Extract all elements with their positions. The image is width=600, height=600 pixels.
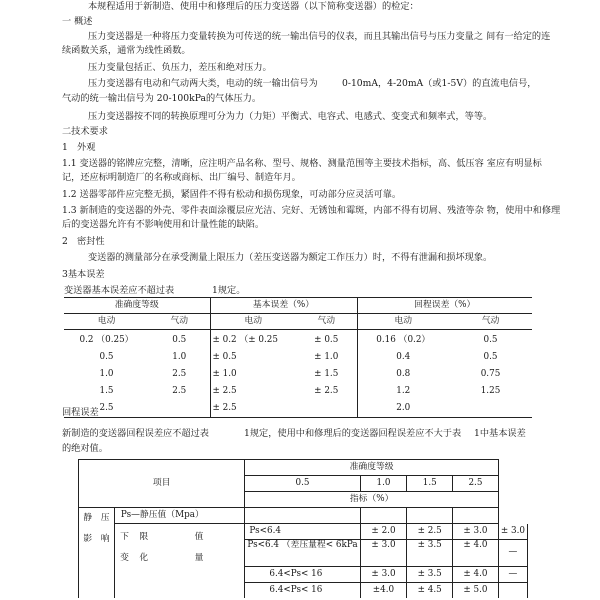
table-cell-value: 2.5 (172, 386, 187, 396)
table-cell-value: 0.75 (480, 369, 501, 379)
vertical-label-a (79, 508, 97, 598)
table-cell-value: 0.16 （0.2） (376, 335, 431, 345)
value-cell: ± 2.0 (360, 524, 407, 540)
value-cell: ± 3.0 (453, 524, 499, 540)
table-cell-value: 2.0 (396, 403, 411, 413)
table-cell-value: ± 2.5 (212, 403, 237, 413)
value-cell: ±4.0 (360, 582, 407, 598)
col-return-pneumatic (449, 330, 532, 418)
table-cell-value: ± 1.5 (314, 369, 339, 379)
vertical-label-b2 (134, 524, 154, 598)
table-cell-value: 1.25 (480, 386, 501, 396)
table-cell-value: 0.8 (396, 369, 411, 379)
section-4-title: 回程误差 (62, 407, 99, 418)
col-basic-pneumatic (296, 330, 357, 418)
grade-0-5: 0.5 (245, 476, 360, 492)
para-8: 变送器的测量部分在承受测量上限压力（差压变送器为额定工作压力）时，不得有泄漏和损坏现象。 (88, 252, 493, 263)
vert-char: 变 (120, 553, 129, 563)
static-pressure-table (78, 459, 528, 598)
table-cell-value: 0.5 (483, 335, 498, 345)
vert-char: 化 (139, 553, 149, 563)
table-cell-value: ± 2.5 (212, 386, 237, 396)
section-1-title: 一 概述 (62, 16, 93, 27)
value-cell: ± 4.0 (453, 566, 499, 582)
header-basic-error: 基本误差（%） (210, 298, 357, 314)
table-cell-value: 0.4 (396, 352, 411, 362)
vert-char: 静 (83, 513, 93, 523)
para-9-line-a2: 1规定，使用中和修理后的变送器回程误差应不大于表 (244, 428, 462, 439)
section-3-title: 3基本误差 (62, 269, 105, 280)
para-7-line-a: 1.3 新制造的变送器的外壳、零件表面涂覆层应光洁、完好、无锈蚀和霉斑，内部不得有切屑、残渣等杂 物，使用中和修理 (62, 205, 561, 216)
value-cell: ± 4.0 (453, 539, 499, 566)
subheader-electric: 电动 (357, 314, 449, 330)
table-cell-value: 2.5 (172, 369, 187, 379)
vertical-label-b (114, 524, 134, 598)
value-cell: ± 4.5 (407, 582, 453, 598)
subheader-pneumatic: 气动 (449, 314, 532, 330)
para-1-line-a: 压力变送器是一种将压力变量转换为可传送的统一输出信号的仪表，而且其输出信号与压力变量之 间有一给定的连 (88, 31, 551, 42)
table-1-caption-a: 变送器基本误差应不超过表 (64, 285, 175, 296)
basic-error-table (64, 297, 532, 418)
row-static-pressure: Ps—静压值（Mpa） (114, 508, 245, 524)
value-cell: ± 3.0 (360, 566, 407, 582)
vert-char: 值 (194, 532, 204, 542)
table-cell-value: 2.5 (99, 403, 114, 413)
grade-1-5: 1.5 (407, 476, 453, 492)
para-9-line-a3: 1中基本误差 (474, 428, 526, 439)
header-return-error: 回程误差（%） (357, 298, 532, 314)
table-cell-value: 0.2 （0.25） (79, 335, 134, 345)
subheader-pneumatic: 气动 (149, 314, 210, 330)
para-4: 压力变送器按不同的转换原理可分为力（力矩）平衡式、电容式、电感式、变变式和频率式，等等。 (88, 111, 493, 122)
section-2-title: 二技术要求 (62, 126, 108, 137)
table-cell-value: ± 1.0 (212, 369, 237, 379)
header-accuracy-grade: 准确度等级 (245, 460, 498, 476)
vert-char: 下 (120, 532, 129, 542)
cond-row-4: 6.4<Ps< 16 (245, 582, 360, 598)
value-cell: ± 3.0 (360, 539, 407, 566)
table-cell-value: 1.0 (172, 352, 187, 362)
table-cell-value: ± 0.2 （± 0.25 (212, 335, 279, 345)
vert-char: 压 (100, 513, 110, 523)
para-7-line-b: 后的变送器允许有不影响使用和计量性能的缺陷。 (62, 219, 265, 230)
vertical-label-b3 (154, 524, 245, 598)
value-cell: — (498, 566, 527, 582)
value-cell: ± 2.5 (407, 524, 453, 540)
grade-1-0: 1.0 (360, 476, 407, 492)
col-basic-electric (210, 330, 296, 418)
subsection-sealing: 2 密封性 (62, 236, 105, 247)
grade-2-5: 2.5 (453, 476, 499, 492)
cond-row-3: 6.4<Ps< 16 (245, 566, 360, 582)
para-9-line-b: 的绝对值。 (62, 443, 108, 454)
para-3-line-a: 压力变送器有电动和气动两大类，电动的统一输出信号为 (88, 78, 318, 89)
vert-char: 限 (139, 532, 149, 542)
table-cell-value: 1.0 (99, 369, 114, 379)
subsection-appearance: 1 外观 (62, 142, 96, 153)
para-2: 压力变量包括正、负压力，差压和绝对压力。 (88, 62, 272, 73)
vert-char: 响 (100, 534, 110, 544)
subheader-electric: 电动 (64, 314, 149, 330)
table-cell-value: ± 0.5 (314, 335, 339, 345)
header-index-percent: 指标（%） (245, 492, 498, 508)
value-cell: ± 3.5 (407, 539, 453, 566)
intro-text: 本规程适用于新制造、使用中和修理后的压力变送器（以下简称变送器）的检定： (88, 1, 419, 12)
subheader-electric: 电动 (210, 314, 296, 330)
cond-row-2: Ps<6.4 （差压量程< 6kPa (245, 539, 360, 566)
col-accuracy-pneumatic (149, 330, 210, 418)
table-cell-value: 0.5 (172, 335, 187, 345)
col-accuracy-electric (64, 330, 149, 418)
cond-row-1: Ps<6.4 (245, 524, 360, 540)
para-1-line-b: 续函数关系，通常为线性函数。 (62, 45, 191, 56)
table-cell-value: ± 1.0 (314, 352, 339, 362)
para-5-line-a: 1.1 变送器的铭牌应完整，清晰，应注明产品名称、型号、规格、测量范围等主要技术指标，高、低压容 室应有明显标 (62, 158, 542, 169)
vertical-label-a2 (96, 508, 114, 598)
value-cell: — (498, 539, 527, 566)
vert-char: 量 (194, 553, 204, 563)
value-cell: ± 5.0 (453, 582, 499, 598)
para-3-line-a2: 0-10mA，4-20mA（或1-5V）的直流电信号， (342, 78, 537, 89)
header-item: 项目 (79, 460, 245, 508)
table-cell-value: ± 2.5 (314, 386, 339, 396)
col-return-electric (357, 330, 449, 418)
table-cell-value: 0.5 (99, 352, 114, 362)
para-5-line-b: 记，还应标明制造厂的名称或商标、出厂编号、制造年月。 (62, 172, 301, 183)
table-cell-value: 0.5 (483, 352, 498, 362)
table-1-caption-b: 1规定。 (212, 285, 246, 296)
table-cell-value: 1.2 (396, 386, 411, 396)
para-9-line-a: 新制造的变送器回程误差应不超过表 (62, 428, 209, 439)
subheader-pneumatic: 气动 (296, 314, 357, 330)
value-cell (498, 582, 527, 598)
table-cell-value: ± 0.5 (212, 352, 237, 362)
para-3-line-b: 气动的统一输出信号为 20-100kPa的气体压力。 (62, 93, 262, 104)
table-cell-value: 1.5 (99, 386, 114, 396)
value-cell: ± 3.0 (498, 524, 527, 540)
para-6: 1.2 送器零部件应完整无损，紧固件不得有松动和损伤现象，可动部分应灵活可靠。 (62, 189, 402, 200)
vert-char: 影 (83, 534, 93, 544)
value-cell: ± 3.5 (407, 566, 453, 582)
header-accuracy: 准确度等级 (64, 298, 210, 314)
